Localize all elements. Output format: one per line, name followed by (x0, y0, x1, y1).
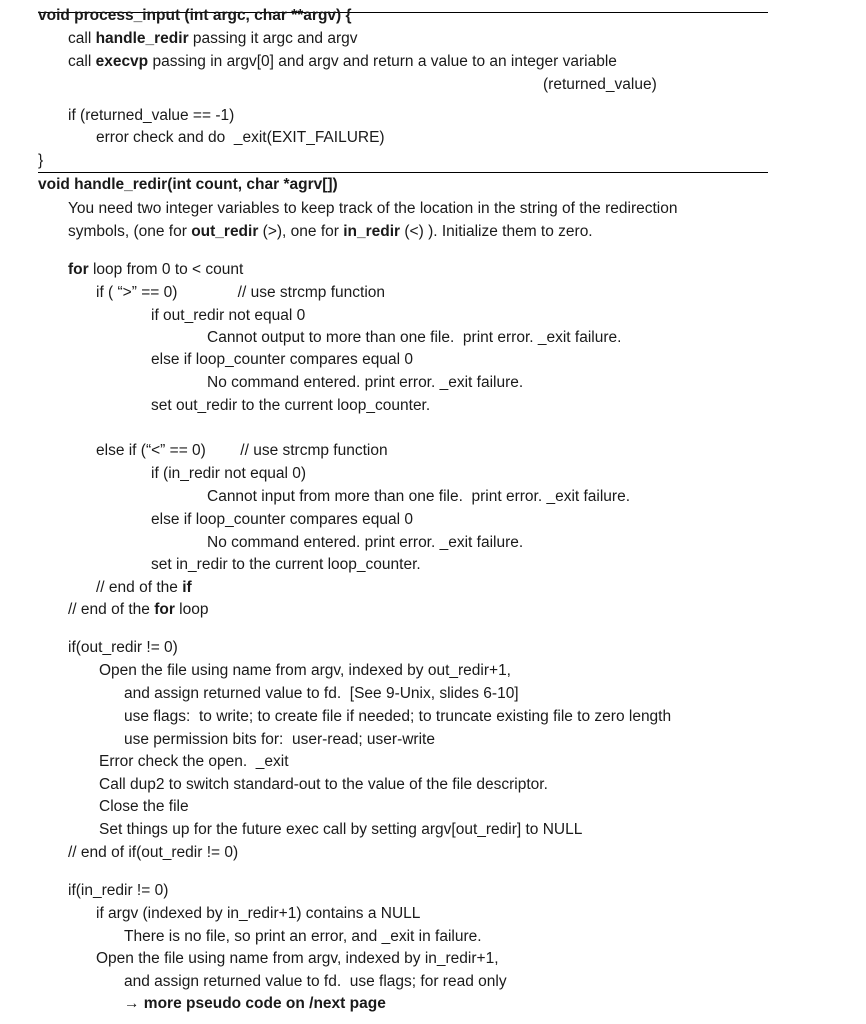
code-line (151, 464, 306, 484)
code-line (124, 684, 519, 704)
code-line (151, 396, 430, 416)
code-line (38, 175, 338, 195)
code-line (124, 972, 507, 992)
code-line (151, 555, 421, 575)
code-line (68, 199, 677, 219)
bold-keyword: in_redir (343, 223, 401, 240)
line-text: Call dup2 to switch standard-out to the value of the file descriptor. (99, 776, 548, 793)
code-line (207, 533, 523, 553)
line-text: (<) ). Initialize them to zero. (400, 223, 593, 240)
bold-keyword: for (154, 601, 175, 618)
code-line (124, 927, 482, 947)
line-text: passing it argc and argv (188, 30, 358, 47)
bold-keyword: if (182, 579, 192, 596)
line-text: Set things up for the future exec call by setting argv[out_redir] to NULL (99, 821, 583, 838)
code-line (68, 52, 617, 72)
line-text: // end of if(out_redir != 0) (68, 844, 239, 861)
line-text: loop (174, 601, 209, 618)
line-text: Open the file using name from argv, indexed by out_redir+1, (99, 662, 511, 679)
code-line (68, 600, 208, 620)
bold-keyword: void process_input (int argc, char **argv) { (38, 7, 352, 24)
line-text: Close the file (99, 798, 189, 815)
line-text: call (68, 53, 96, 70)
code-line (96, 578, 192, 598)
code-line (96, 904, 420, 924)
line-text: set out_redir to the current loop_counter. (151, 397, 431, 414)
bold-keyword: → more pseudo code on /next page (124, 995, 386, 1012)
code-line (96, 128, 385, 148)
line-text: There is no file, so print an error, and _exit in failure. (124, 928, 482, 945)
code-line (68, 638, 178, 658)
code-line (96, 441, 388, 461)
line-text: Cannot output to more than one file. print error. _exit failure. (207, 329, 622, 346)
code-line (38, 6, 352, 26)
code-line (151, 510, 413, 530)
line-text: Error check the open. _exit (99, 753, 289, 770)
line-text: else if loop_counter compares equal 0 (151, 351, 413, 368)
line-text: if out_redir not equal 0 (151, 307, 306, 324)
line-text: else if loop_counter compares equal 0 (151, 511, 413, 528)
code-line (68, 881, 168, 901)
code-line (207, 373, 523, 393)
line-text: if ( “>” == 0) // use strcmp function (96, 284, 385, 301)
code-line (151, 306, 305, 326)
code-line (151, 350, 413, 370)
line-text: (>), one for (258, 223, 344, 240)
line-text: if (returned_value == -1) (68, 107, 235, 124)
line-text: symbols, (one for (68, 223, 192, 240)
code-line (96, 949, 499, 969)
bold-keyword: execvp (95, 53, 149, 70)
line-text: // end of the (68, 601, 155, 618)
code-line (99, 661, 511, 681)
line-text: use flags: to write; to create file if needed; to truncate existing file to zero length (124, 708, 672, 725)
code-line (68, 222, 593, 242)
line-text: if(in_redir != 0) (68, 882, 169, 899)
code-line (99, 797, 189, 817)
bold-keyword: handle_redir (95, 30, 189, 47)
line-text: if argv (indexed by in_redir+1) contains a NULL (96, 905, 421, 922)
code-line (124, 730, 435, 750)
code-line (68, 29, 357, 49)
code-line (124, 994, 386, 1014)
code-line (543, 75, 657, 95)
code-line (207, 487, 630, 507)
line-text: set in_redir to the current loop_counter. (151, 556, 421, 573)
line-text: passing in argv[0] and argv and return a value to an integer variable (148, 53, 617, 70)
line-text: No command entered. print error. _exit failure. (207, 374, 524, 391)
line-text: loop from 0 to < count (88, 261, 244, 278)
bold-keyword: out_redir (191, 223, 259, 240)
code-line (68, 843, 238, 863)
function-divider (38, 172, 768, 173)
line-text: No command entered. print error. _exit failure. (207, 534, 524, 551)
line-text: and assign returned value to fd. [See 9-Unix, slides 6-10] (124, 685, 519, 702)
line-text: error check and do _exit(EXIT_FAILURE) (96, 129, 385, 146)
line-text: else if (“<” == 0) // use strcmp function (96, 442, 388, 459)
line-text: use permission bits for: user-read; user-write (124, 731, 435, 748)
code-line (96, 283, 385, 303)
line-text: Cannot input from more than one file. print error. _exit failure. (207, 488, 631, 505)
code-line (99, 775, 548, 795)
line-text: if (in_redir not equal 0) (151, 465, 307, 482)
line-text: // end of the (96, 579, 183, 596)
line-text: (returned_value) (543, 76, 657, 93)
code-line (124, 707, 671, 727)
code-line (68, 106, 234, 126)
code-line (99, 752, 289, 772)
line-text: You need two integer variables to keep track of the location in the string of the redirection (68, 200, 678, 217)
code-line (99, 820, 582, 840)
code-line (38, 151, 43, 171)
code-line (207, 328, 621, 348)
line-text: Open the file using name from argv, indexed by in_redir+1, (96, 950, 499, 967)
bold-keyword: void handle_redir(int count, char *agrv[]) (38, 176, 338, 193)
line-text: } (38, 152, 44, 169)
line-text: and assign returned value to fd. use flags; for read only (124, 973, 507, 990)
bold-keyword: for (68, 261, 89, 278)
line-text: if(out_redir != 0) (68, 639, 178, 656)
line-text: call (68, 30, 96, 47)
code-line (68, 260, 243, 280)
